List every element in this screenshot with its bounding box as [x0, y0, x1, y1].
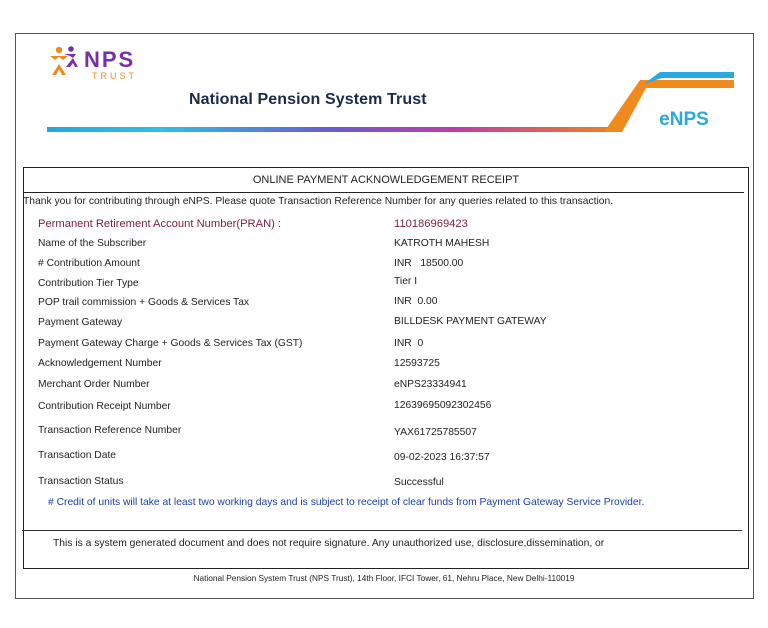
contribution-receipt-label: Contribution Receipt Number — [38, 401, 171, 412]
contribution-amount-label: # Contribution Amount — [38, 258, 140, 269]
credit-note: # Credit of units will take at least two working days and is subject to receipt of clear funds from Payment Gateway Service Provider. — [48, 497, 645, 508]
tier-type-label: Contribution Tier Type — [38, 278, 139, 289]
pran-label: Permanent Retirement Account Number(PRAN) : — [38, 218, 282, 230]
gateway-charge-label: Payment Gateway Charge + Goods & Services Tax (GST) — [38, 338, 303, 349]
organization-name: National Pension System Trust — [189, 91, 427, 108]
merchant-order-label: Merchant Order Number — [38, 379, 150, 390]
receipt-title: ONLINE PAYMENT ACKNOWLEDGEMENT RECEIPT — [252, 174, 520, 186]
acknowledgement-number-value: 12593725 — [394, 358, 440, 369]
transaction-status-value: Successful — [394, 477, 444, 488]
header-gradient-bar — [47, 127, 615, 132]
tier-type-value: Tier I — [394, 276, 418, 287]
gateway-charge-value: INR 0 — [394, 338, 424, 349]
enps-label: eNPS — [659, 109, 709, 130]
contribution-receipt-value: 12639695092302456 — [394, 400, 492, 411]
disclaimer-text: This is a system generated document and does not require signature. Any unauthorized use, disclosure,dissemination, or — [53, 538, 605, 549]
transaction-date-value: 09-02-2023 16:37:57 — [394, 452, 490, 463]
receipt-box — [23, 167, 749, 569]
pran-value: 110186969423 — [394, 218, 468, 230]
subscriber-name-label: Name of the Subscriber — [38, 238, 147, 249]
title-divider — [24, 192, 744, 193]
transaction-date-label: Transaction Date — [38, 450, 117, 461]
payment-gateway-value: BILLDESK PAYMENT GATEWAY — [394, 316, 547, 327]
subscriber-name-value: KATROTH MAHESH — [394, 238, 490, 249]
disclaimer-divider — [22, 530, 742, 531]
merchant-order-value: eNPS23334941 — [394, 379, 467, 390]
intro-text: Thank you for contributing through eNPS. Please quote Transaction Reference Number for any queries related to this transaction. — [23, 196, 614, 207]
logo-text: NPS — [84, 47, 136, 72]
logo-mark-icon — [50, 46, 78, 75]
contribution-amount-value: INR 18500.00 — [394, 258, 464, 269]
acknowledgement-number-label: Acknowledgement Number — [38, 358, 162, 369]
enps-logo — [604, 70, 734, 134]
footer-address: National Pension System Trust (NPS Trust), 14th Floor, IFCI Tower, 61, Nehru Place, New Delhi-110019 — [193, 573, 575, 583]
transaction-reference-value: YAX61725785507 — [394, 427, 477, 438]
transaction-reference-label: Transaction Reference Number — [38, 425, 182, 436]
nps-trust-logo — [48, 45, 173, 81]
transaction-status-label: Transaction Status — [38, 476, 124, 487]
pop-commission-label: POP trail commission + Goods & Services Tax — [38, 297, 250, 308]
pop-commission-value: INR 0.00 — [394, 296, 438, 307]
logo-subtext: TRUST — [92, 71, 137, 81]
payment-gateway-label: Payment Gateway — [38, 317, 123, 328]
